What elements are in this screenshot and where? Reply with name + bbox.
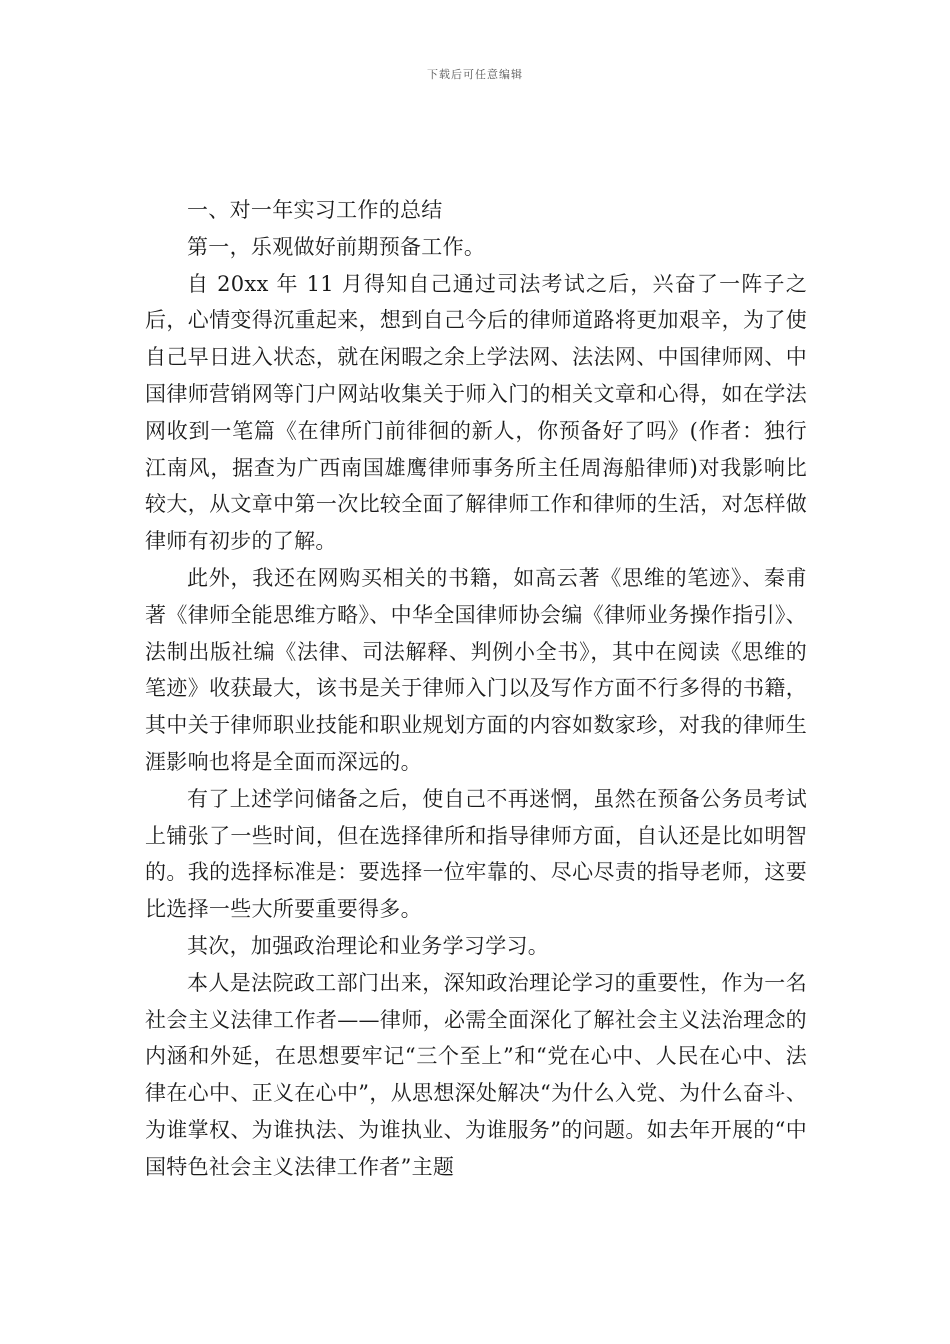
paragraph-1: 第一，乐观做好前期预备工作。 <box>187 234 486 259</box>
paragraph-6: 本人是法院政工部门出来，深知政治理论学习的重要性，作为一名社会主义法律工作者——律师，必需全面深化了解社会主义法治理念的内涵和外延，在思想要牢记“三个至上”和“党在心中、人民在心中、法律在心中、正义在心中”，从思想深处解决“为什么入党、为什么奋斗、为谁掌权、为谁执法、为谁执业、为谁服务”的问题。如去年开展的“中国特色社会主义法律工作者”主题 <box>145 970 807 1179</box>
section-heading: 一、对一年实习工作的总结 <box>187 198 443 222</box>
paragraph-3: 此外，我还在网购买相关的书籍，如高云著《思维的笔迹》、秦甫著《律师全能思维方略》、中华全国律师协会编《律师业务操作指引》、法制出版社编《法律、司法解释、判例小全书》，其中在阅读《思维的笔迹》收获最大，该书是关于律师入门以及写作方面不行多得的书籍，其中关于律师职业技能和职业规划方面的内容如数家珍，对我的律师生涯影响也将是全面而深远的。 <box>145 565 807 774</box>
page-header-note: 下载后可任意编辑 <box>427 68 523 81</box>
document-body <box>145 192 807 1186</box>
paragraph-5: 其次，加强政治理论和业务学习学习。 <box>187 933 550 958</box>
paragraph-2: 自 20xx 年 11 月得知自己通过司法考试之后，兴奋了一阵子之后，心情变得沉重起来，想到自己今后的律师道路将更加艰辛，为了使自己早日进入状态，就在闲暇之余上学法网、法法网、中国律师网、中国律师营销网等门户网站收集关于师入门的相关文章和心得，如在学法网收到一笔篇《在律所门前徘徊的新人，你预备好了吗》(作者：独行江南风，据查为广西南国雄鹰律师事务所主任周海船律师)对我影响比较大，从文章中第一次比较全面了解律师工作和律师的生活，对怎样做律师有初步的了解。 <box>145 271 807 554</box>
paragraph-4: 有了上述学问储备之后，使自己不再迷惘，虽然在预备公务员考试上铺张了一些时间，但在选择律所和指导律师方面，自认还是比如明智的。我的选择标准是：要选择一位牢靠的、尽心尽责的指导老师，这要比选择一些大所要重要得多。 <box>145 786 807 922</box>
